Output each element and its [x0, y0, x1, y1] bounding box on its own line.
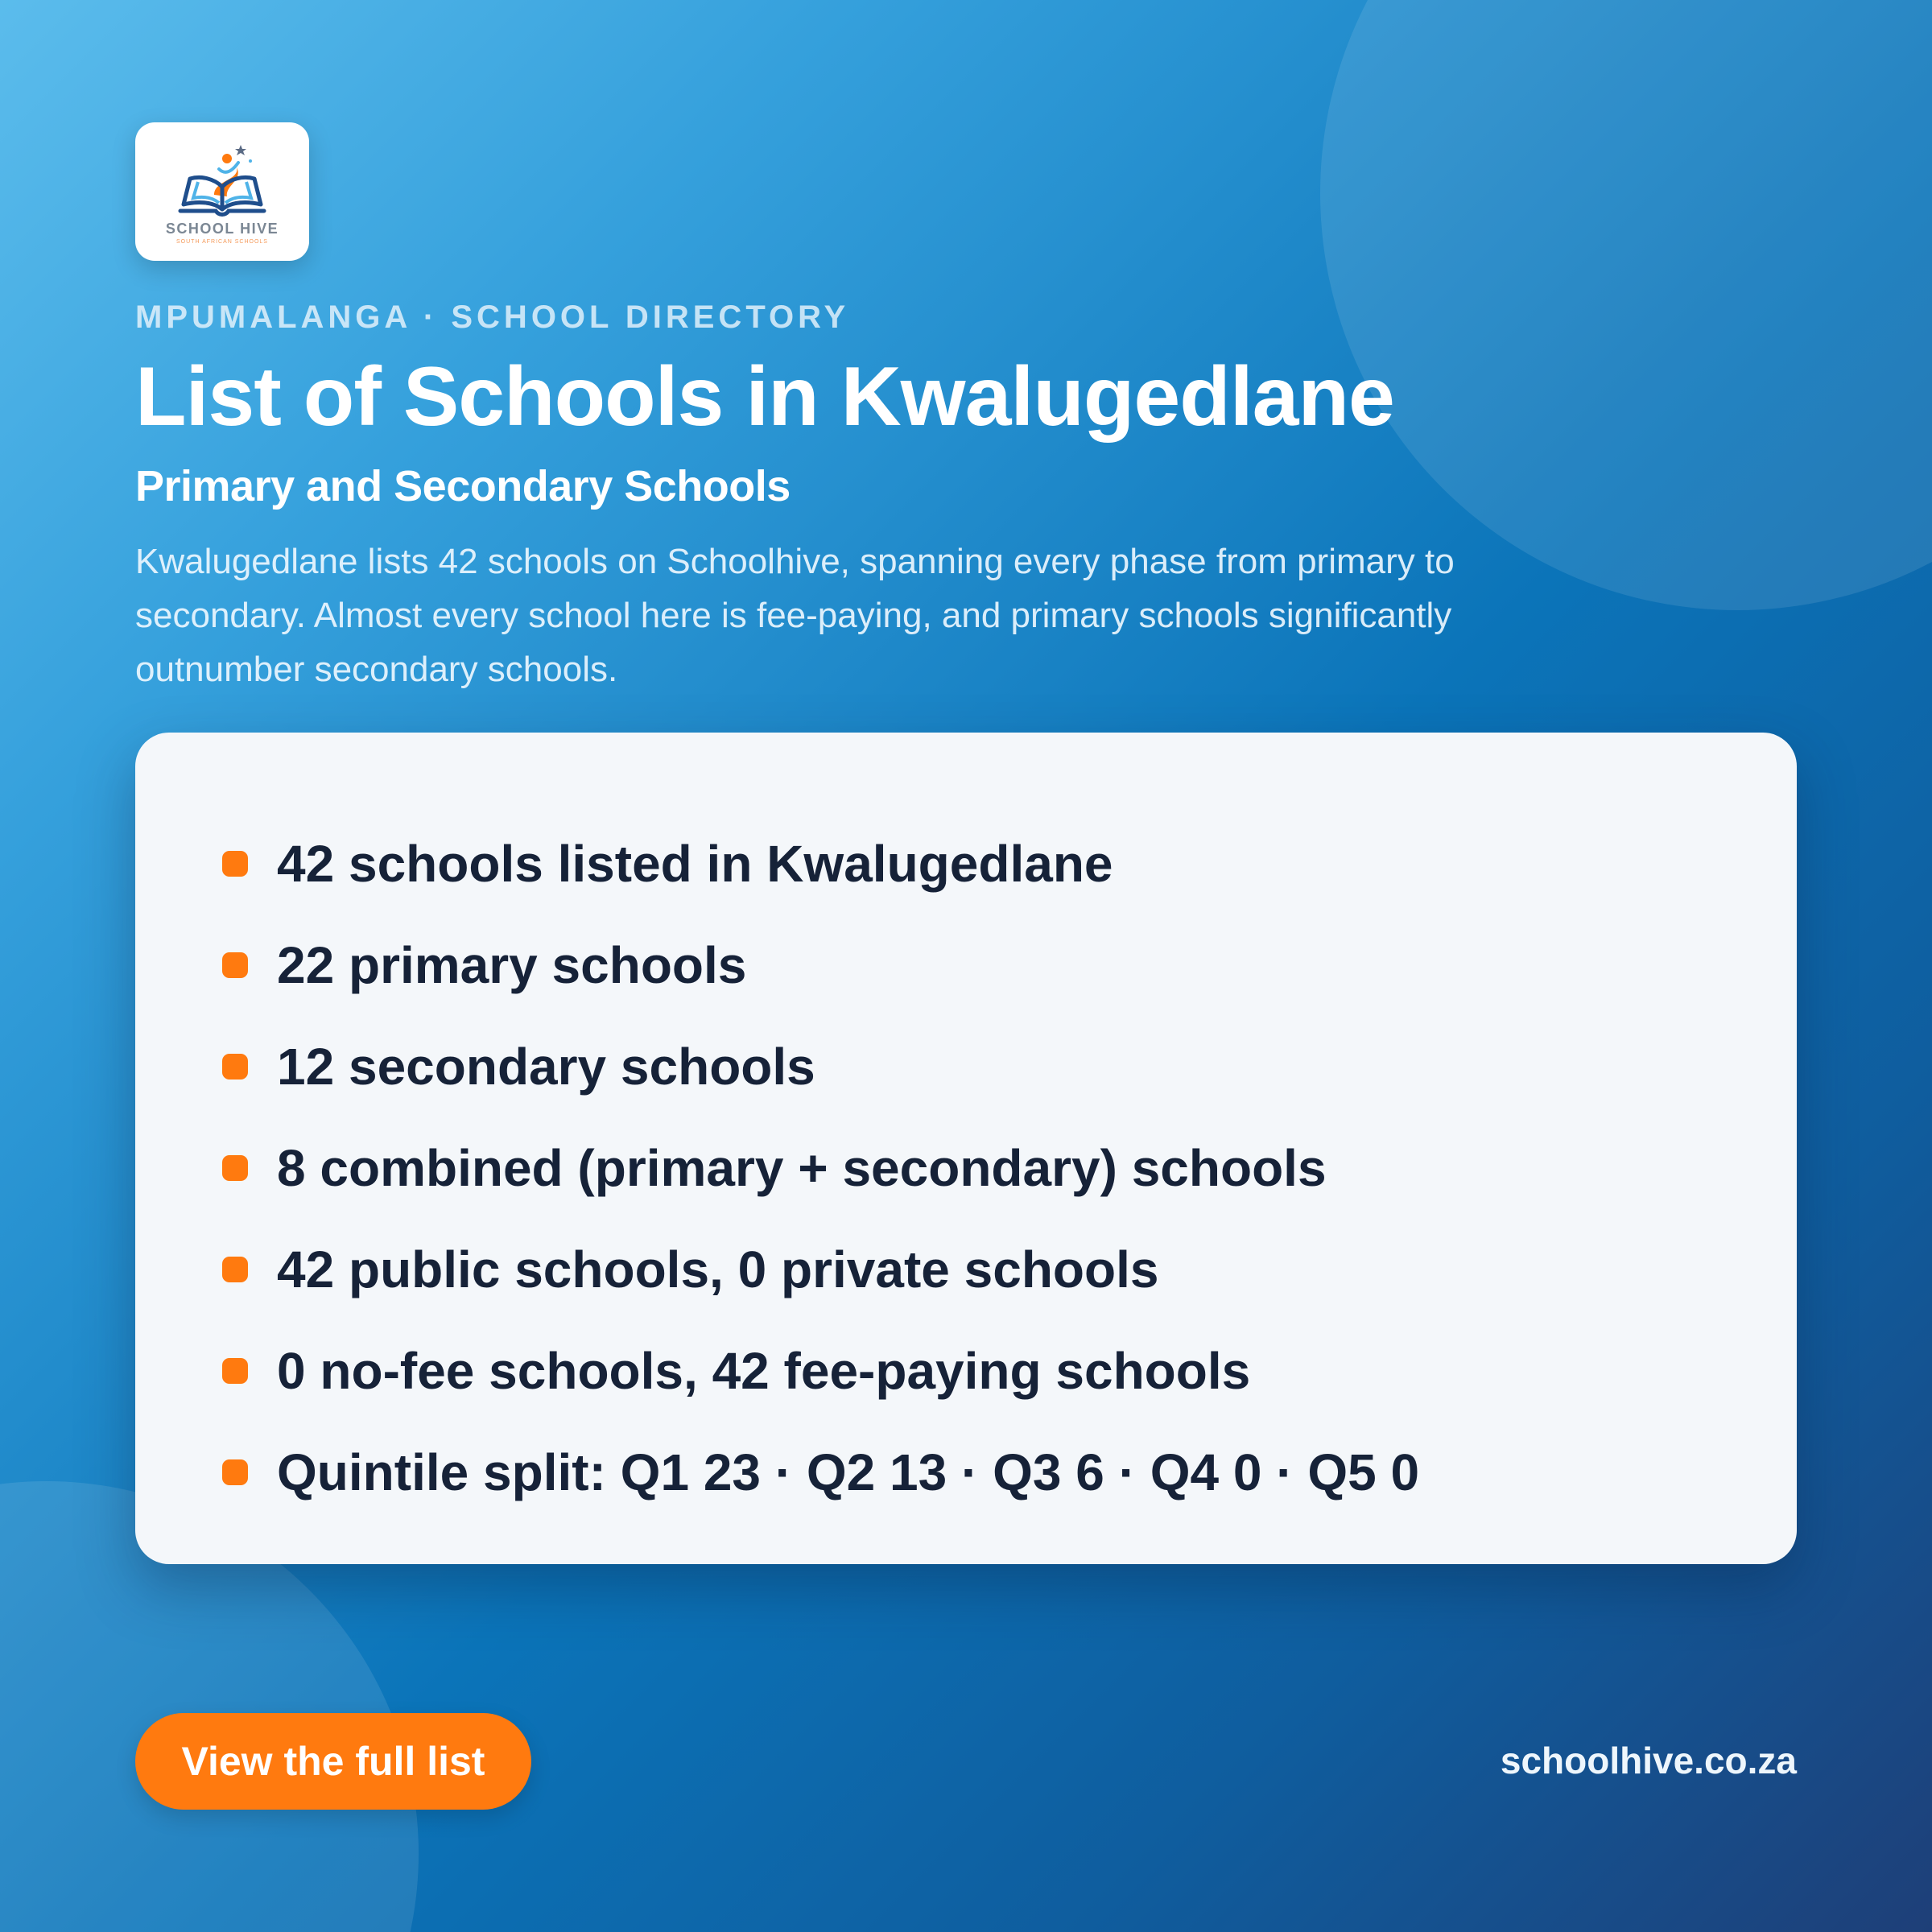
stat-item-total	[222, 813, 1419, 914]
stat-item-combined	[222, 1117, 1419, 1219]
stat-item-primary	[222, 914, 1419, 1016]
logo-tagline: SOUTH AFRICAN SCHOOLS	[176, 239, 268, 245]
stat-text: 42 public schools, 0 private schools	[277, 1241, 1159, 1298]
open-book-icon	[166, 138, 279, 219]
stat-text: 8 combined (primary + secondary) schools	[277, 1139, 1327, 1197]
page-description: Kwalugedlane lists 42 schools on Schoolhive, spanning every phase from primary to secondary. Almost every school here is fee-paying, and primary schools significantly outnumber secondary schools.	[135, 542, 1455, 689]
stat-item-fees	[222, 1320, 1419, 1422]
bullet-icon	[222, 1054, 248, 1080]
stat-item-secondary	[222, 1016, 1419, 1117]
site-url-link[interactable]: schoolhive.co.za	[1500, 1740, 1797, 1781]
bullet-icon	[222, 1459, 248, 1485]
stat-text: Quintile split: Q1 23 · Q2 13 · Q3 6 · Q4 0 · Q5 0	[277, 1443, 1420, 1501]
stat-item-quintile	[222, 1422, 1419, 1523]
view-full-list-button[interactable]: View the full list	[135, 1713, 531, 1810]
stat-text: 0 no-fee schools, 42 fee-paying schools	[277, 1342, 1251, 1400]
stat-text: 22 primary schools	[277, 936, 747, 994]
page-title: List of Schools in Kwalugedlane	[135, 350, 1394, 444]
bullet-icon	[222, 952, 248, 978]
stat-text: 42 schools listed in Kwalugedlane	[277, 835, 1113, 893]
stats-panel	[135, 733, 1797, 1564]
bullet-icon	[222, 1155, 248, 1181]
bullet-icon	[222, 1358, 248, 1384]
page-subtitle: Primary and Secondary Schools	[135, 462, 791, 510]
stats-list	[222, 813, 1419, 1523]
school-hive-logo	[135, 122, 309, 261]
decorative-circle-top-right	[1320, 0, 1932, 610]
logo-wordmark: SCHOOL HIVE	[165, 221, 279, 237]
bullet-icon	[222, 1257, 248, 1282]
section-kicker: MPUMALANGA · SCHOOL DIRECTORY	[135, 299, 850, 335]
stat-text: 12 secondary schools	[277, 1038, 815, 1096]
bullet-icon	[222, 851, 248, 877]
stat-item-public-private	[222, 1219, 1419, 1320]
